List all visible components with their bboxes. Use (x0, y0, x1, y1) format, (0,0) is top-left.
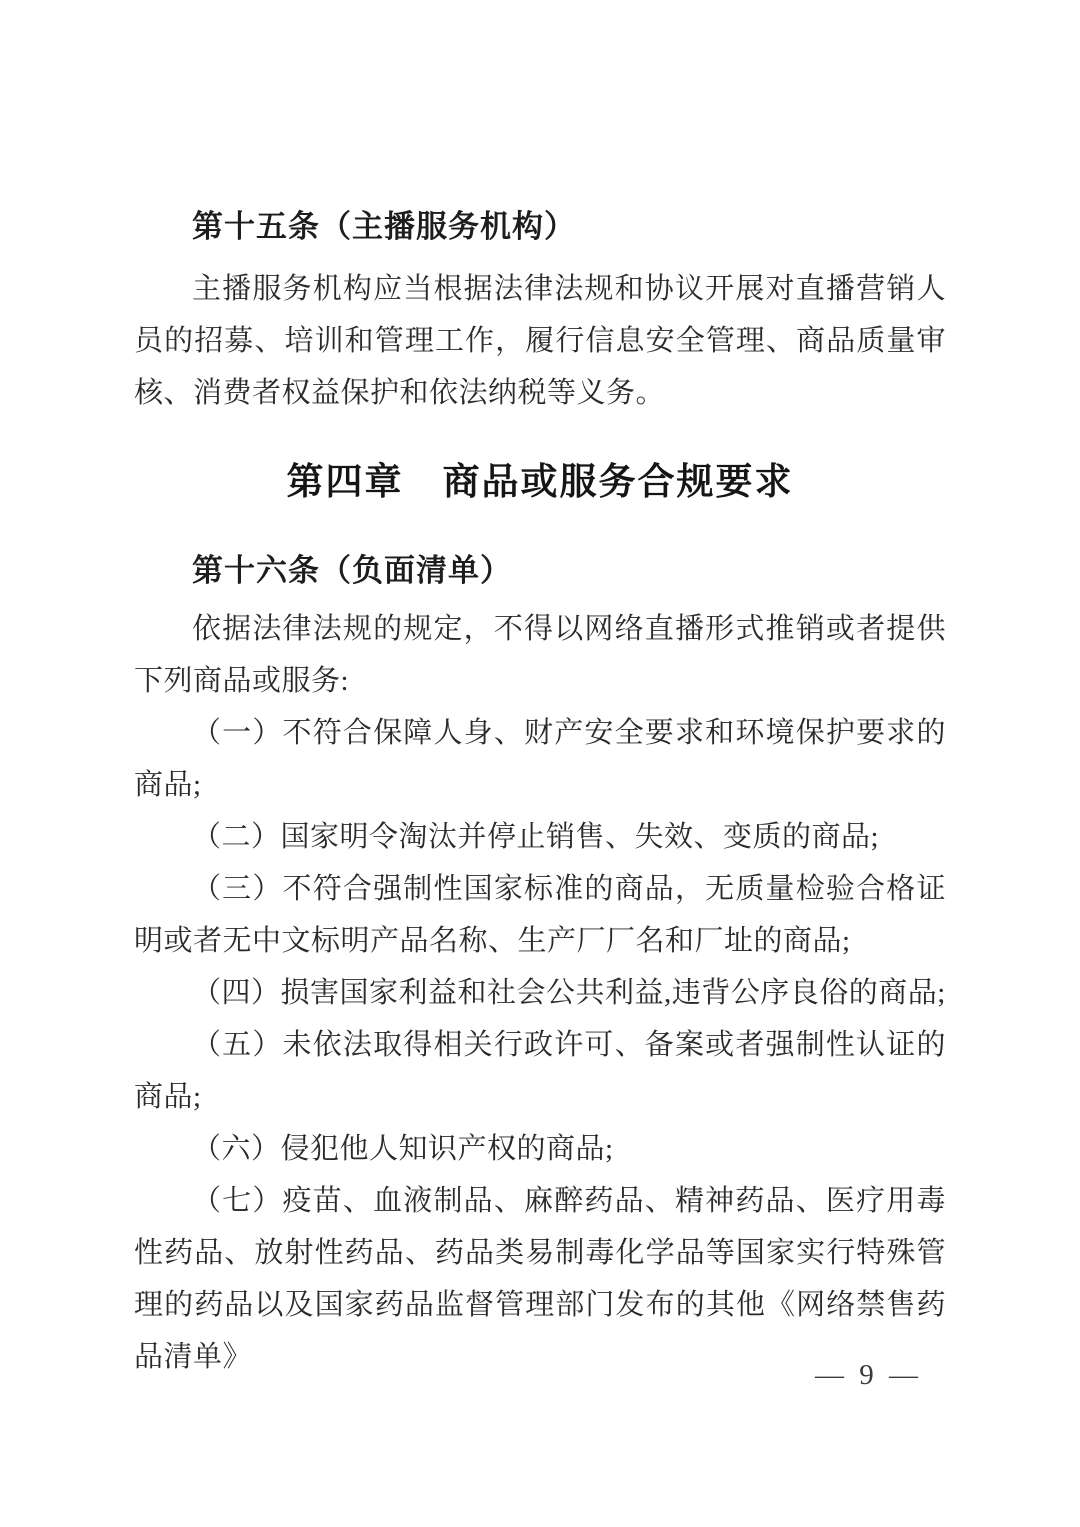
chapter-4-heading: 第四章 商品或服务合规要求 (286, 461, 794, 502)
negative-list (134, 707, 946, 1383)
article-16-intro: 依据法律法规的规定，不得以网络直播形式推销或者提供下列商品或服务: (134, 613, 946, 697)
article-15-paragraph: 主播服务机构应当根据法律法规和协议开展对直播营销人员的招募、培训和管理工作，履行信息安全管理、商品质量审核、消费者权益保护和依法纳税等义务。 (134, 273, 946, 409)
negative-list-item-2: （二）国家明令淘汰并停止销售、失效、变质的商品; (192, 821, 880, 853)
article-15-heading: 第十五条（主播服务机构） (192, 209, 576, 244)
negative-list-item-4: （四）损害国家利益和社会公共利益,违背公序良俗的商品; (192, 977, 946, 1009)
negative-list-item-5: （五）未依法取得相关行政许可、备案或者强制性认证的商品; (134, 1029, 946, 1113)
negative-list-item-6: （六）侵犯他人知识产权的商品; (192, 1133, 614, 1165)
negative-list-item-3: （三）不符合强制性国家标准的商品，无质量检验合格证明或者无中文标明产品名称、生产厂厂名和厂址的商品; (134, 873, 946, 957)
page-number: — 9 — (815, 1359, 922, 1391)
article-16-heading: 第十六条（负面清单） (192, 553, 512, 588)
page-content (134, 0, 946, 1383)
negative-list-item-7: （七）疫苗、血液制品、麻醉药品、精神药品、医疗用毒性药品、放射性药品、药品类易制毒化学品等国家实行特殊管理的药品以及国家药品监督管理部门发布的其他《网络禁售药品清单》 (134, 1185, 946, 1373)
negative-list-item-1: （一）不符合保障人身、财产安全要求和环境保护要求的商品; (134, 717, 946, 801)
